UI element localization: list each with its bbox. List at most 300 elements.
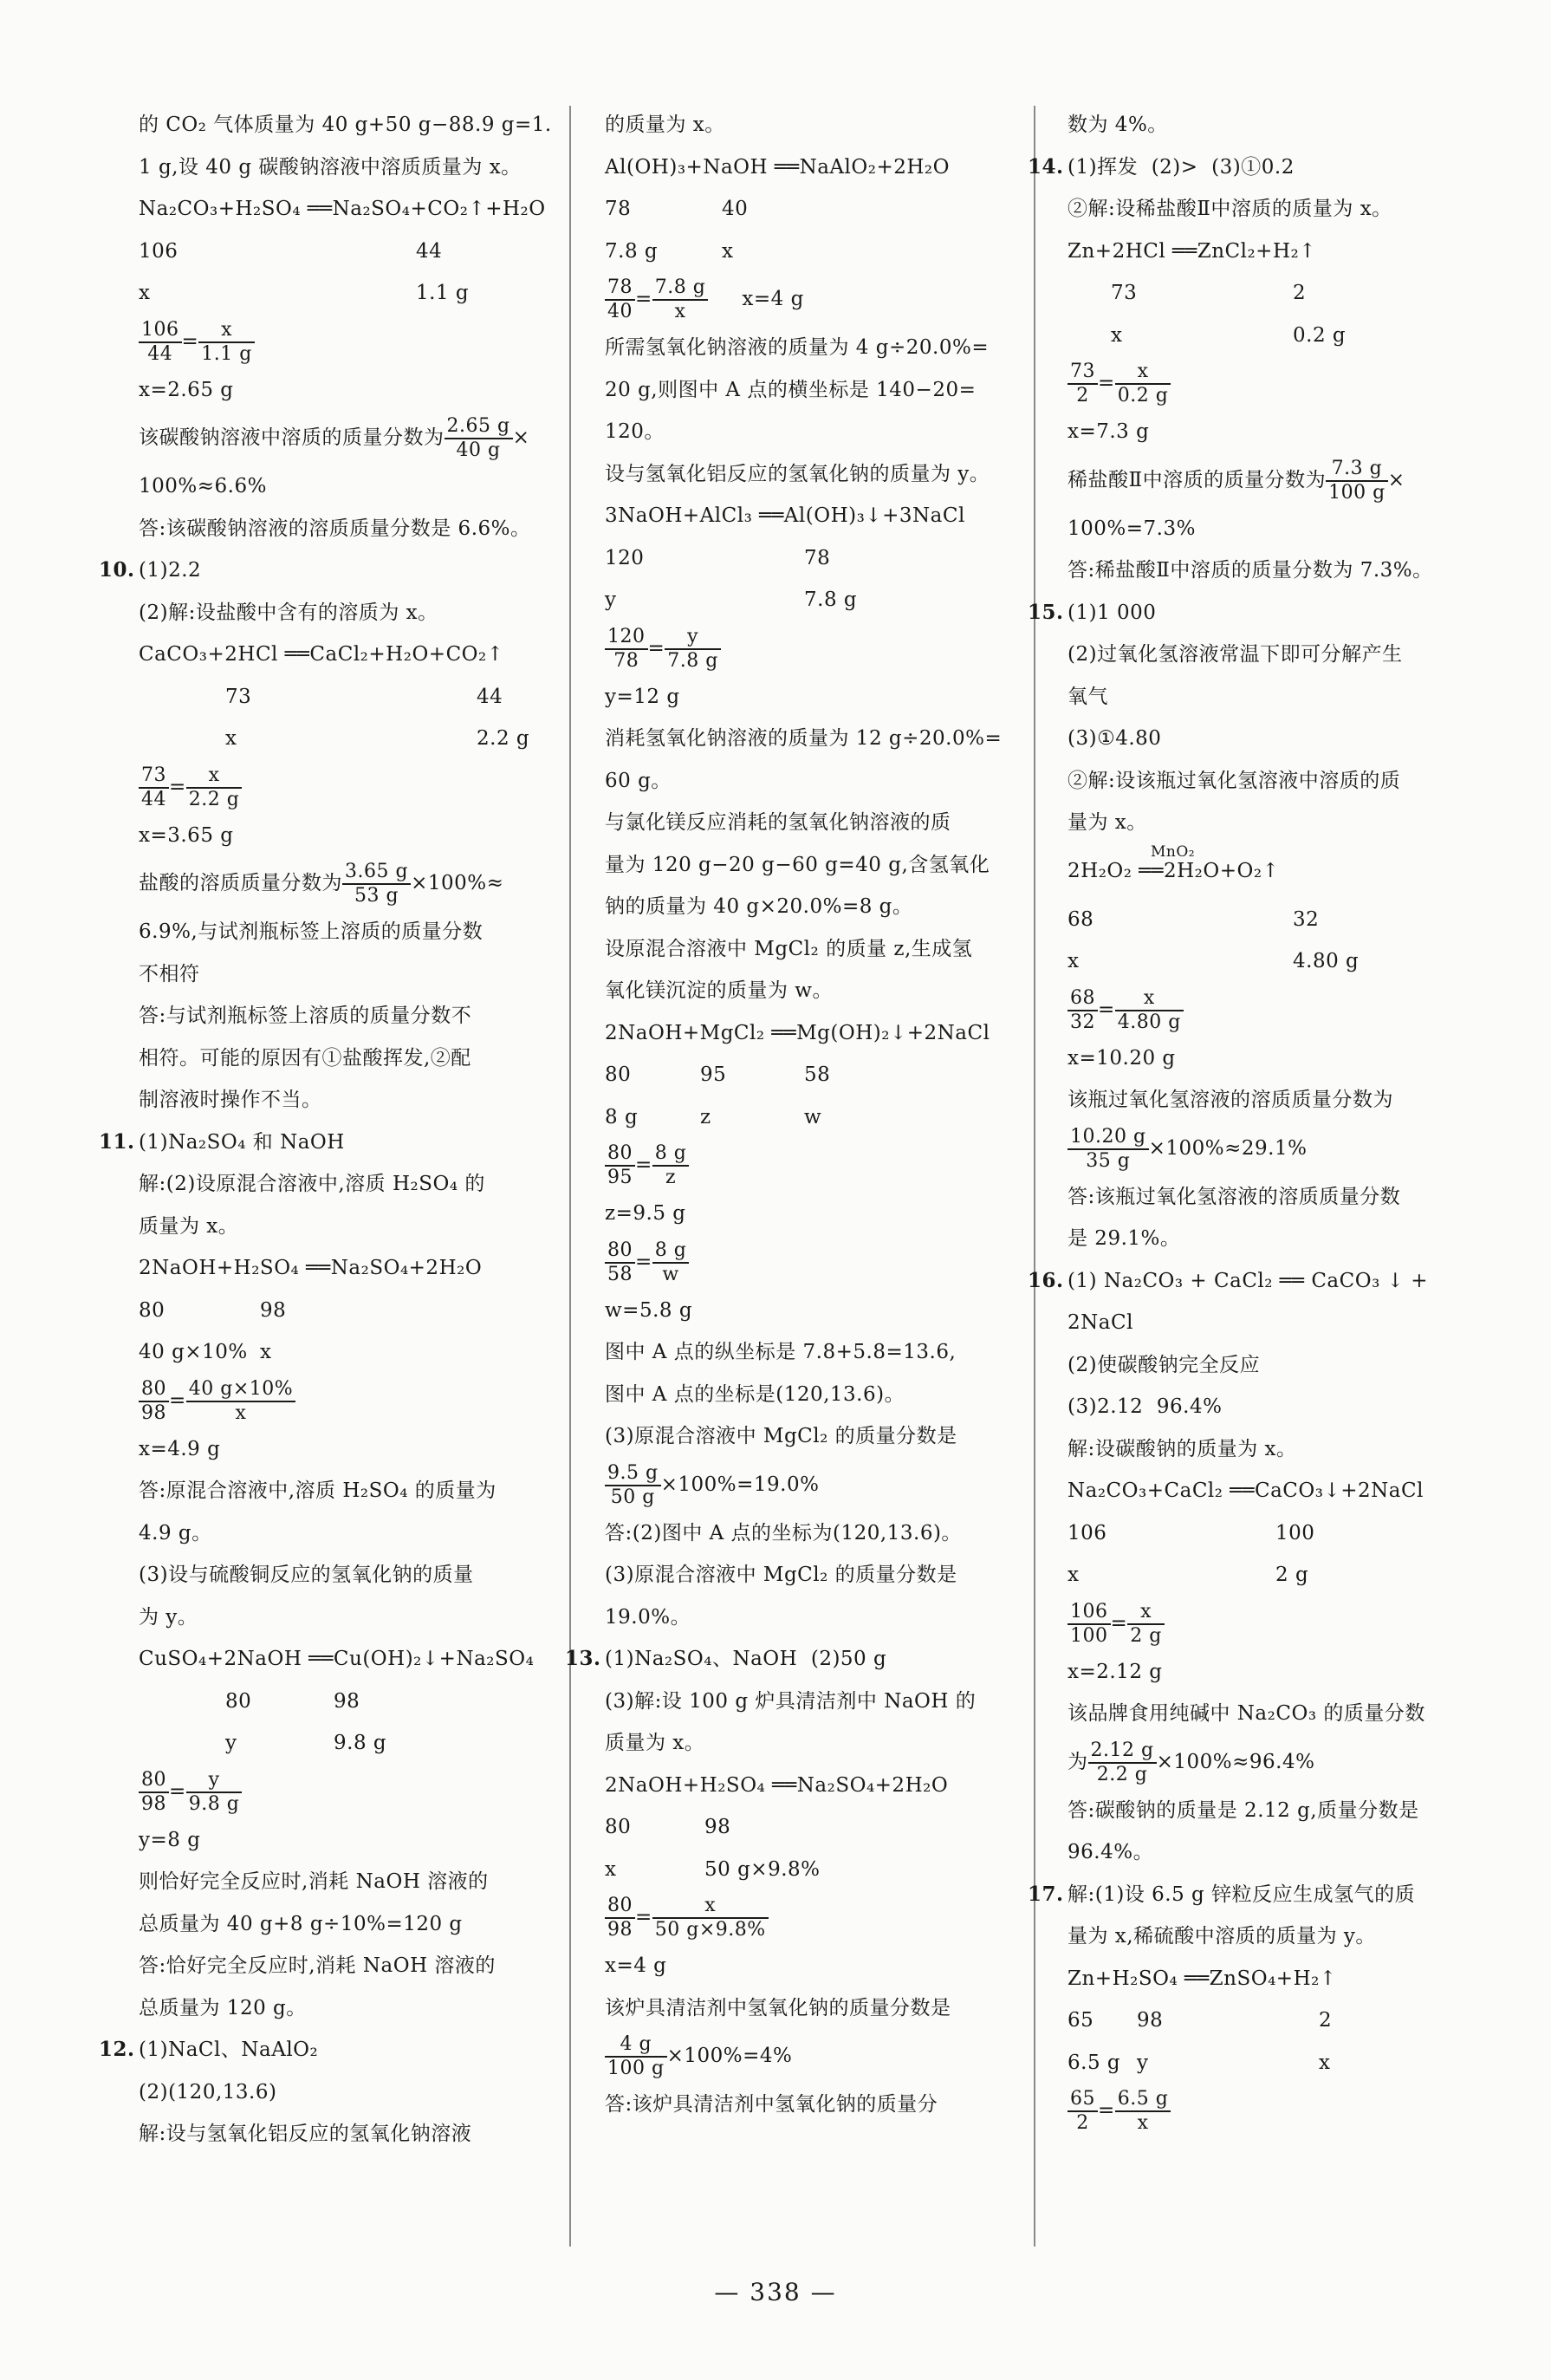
equation-values-line bbox=[139, 272, 563, 315]
fraction bbox=[139, 1378, 169, 1425]
equation-values-line bbox=[605, 188, 1022, 231]
equation-value: x bbox=[1111, 323, 1123, 347]
text-line bbox=[139, 2071, 563, 2114]
line-text: × bbox=[1387, 468, 1405, 491]
fraction bbox=[342, 861, 411, 907]
line-text: 制溶液时操作不当。 bbox=[139, 1089, 322, 1111]
equation-values-line bbox=[139, 1331, 563, 1374]
fraction-line bbox=[1068, 1122, 1466, 1176]
text-line bbox=[1068, 1651, 1466, 1694]
equation-values-line bbox=[139, 1681, 563, 1723]
equation-values-line bbox=[605, 1096, 1022, 1139]
fraction bbox=[605, 1239, 635, 1286]
text-line bbox=[139, 508, 563, 550]
text-line bbox=[1068, 760, 1466, 803]
line-text: 答:(2)图中 A 点的坐标为(120,13.6)。 bbox=[605, 1521, 962, 1544]
line-text: 1 g,设 40 g 碳酸钠溶液中溶质质量为 x。 bbox=[139, 155, 522, 179]
line-text: (3)原混合溶液中 MgCl₂ 的质量分数是 bbox=[605, 1425, 957, 1447]
equals-sign: = bbox=[1098, 372, 1115, 394]
equation-value: 0.2 g bbox=[1293, 323, 1347, 347]
line-text: 答:该瓶过氧化氢溶液的溶质质量分数 bbox=[1068, 1185, 1401, 1208]
line-text: y=12 g bbox=[605, 685, 680, 708]
equation-value: 2 bbox=[1293, 282, 1307, 304]
equation-value: 78 bbox=[605, 198, 632, 220]
problem-number: 14. bbox=[1028, 154, 1064, 179]
fraction-denominator: 95 bbox=[607, 1167, 633, 1188]
text-line bbox=[1068, 549, 1466, 592]
line-text: (1)挥发 (2)> (3)①0.2 bbox=[1068, 155, 1295, 179]
line-text: (2)过氧化氢溶液常温下即可分解产生 bbox=[1068, 643, 1403, 666]
equation-values-line bbox=[605, 1054, 1022, 1096]
text-line bbox=[139, 104, 563, 146]
equation-value: 100 bbox=[1275, 1521, 1315, 1544]
text-line bbox=[139, 1987, 563, 2030]
fraction bbox=[605, 1895, 635, 1941]
line-text: 100%=7.3% bbox=[1068, 517, 1196, 540]
fraction-denominator: 7.8 g bbox=[667, 649, 718, 672]
fraction-numerator: 6.5 g bbox=[1115, 2088, 1171, 2112]
text-line bbox=[605, 1681, 1022, 1723]
fraction-denominator: x bbox=[235, 1401, 247, 1424]
line-text: x=7.3 g bbox=[1068, 420, 1150, 443]
line-text: 为 y。 bbox=[139, 1605, 198, 1629]
line-text: 不相符 bbox=[139, 962, 200, 985]
equation-values-line bbox=[139, 718, 563, 760]
fraction-denominator: w bbox=[662, 1263, 679, 1285]
line-text: (3)设与硫酸铜反应的氢氧化钠的质量 bbox=[139, 1564, 474, 1586]
line-text: (1)Na₂SO₄ 和 NaOH bbox=[139, 1130, 345, 1154]
fraction-numerator: x bbox=[186, 764, 243, 789]
line-text: 6.9%,与试剂瓶标签上溶质的质量分数 bbox=[139, 920, 483, 943]
fraction-numerator: 80 bbox=[139, 1378, 169, 1402]
column-divider bbox=[1034, 106, 1035, 2247]
fraction bbox=[605, 1142, 635, 1189]
text-line bbox=[605, 1290, 1022, 1332]
fraction-denominator: 100 bbox=[1070, 1624, 1108, 1647]
fraction bbox=[1068, 1601, 1111, 1648]
equation-values-line bbox=[1068, 940, 1466, 983]
equation-value: y bbox=[605, 588, 617, 611]
text-line bbox=[605, 146, 1022, 189]
equation-value: 80 bbox=[605, 1063, 632, 1086]
text-line bbox=[139, 1037, 563, 1080]
fraction bbox=[605, 2033, 667, 2080]
text-line bbox=[139, 634, 563, 676]
text-line bbox=[139, 465, 563, 508]
fraction-line bbox=[139, 856, 563, 911]
equation-values-line bbox=[1068, 1512, 1466, 1555]
text-line bbox=[1068, 1302, 1466, 1344]
equation-values-line bbox=[139, 676, 563, 719]
text-line bbox=[99, 549, 563, 592]
text-line bbox=[1028, 1874, 1466, 1916]
line-text: 60 g。 bbox=[605, 769, 672, 792]
text-line bbox=[1068, 1790, 1466, 1832]
line-text: x=2.12 g bbox=[1068, 1660, 1163, 1683]
line-text: 设原混合溶液中 MgCl₂ 的质量 z,生成氢 bbox=[605, 937, 973, 960]
text-line bbox=[605, 760, 1022, 803]
equation-value: y bbox=[1137, 2051, 1149, 2074]
line-text: 与氯化镁反应消耗的氢氧化钠溶液的质 bbox=[605, 811, 951, 834]
fraction bbox=[445, 415, 513, 462]
fraction-numerator: 65 bbox=[1068, 2088, 1098, 2112]
text-line bbox=[1068, 1386, 1466, 1428]
page-number: — 338 — bbox=[714, 2278, 837, 2306]
fraction-denominator: 50 g bbox=[610, 1486, 655, 1508]
equation-value: 40 bbox=[722, 198, 749, 220]
text-line bbox=[139, 1512, 563, 1555]
problem-number: 12. bbox=[99, 2038, 135, 2061]
fraction-line bbox=[605, 1235, 1022, 1290]
text-line bbox=[139, 911, 563, 953]
fraction bbox=[605, 626, 648, 673]
text-line bbox=[139, 146, 563, 189]
text-line bbox=[1068, 1176, 1466, 1219]
fraction-denominator: 78 bbox=[613, 649, 639, 672]
equation-values-line bbox=[139, 231, 563, 273]
text-line bbox=[139, 953, 563, 996]
fraction-denominator: 98 bbox=[607, 1919, 633, 1941]
text-line bbox=[99, 1122, 563, 1164]
line-text: x=4.9 g bbox=[139, 1437, 221, 1460]
fraction-line bbox=[605, 621, 1022, 676]
fraction bbox=[1068, 361, 1098, 407]
equation-value: 44 bbox=[477, 685, 503, 708]
equation-value: 4.80 g bbox=[1293, 950, 1360, 972]
equation-value: 50 g×9.8% bbox=[704, 1857, 821, 1881]
equation-values-line bbox=[1068, 1554, 1466, 1596]
line-text: (3)原混合溶液中 MgCl₂ 的质量分数是 bbox=[605, 1564, 957, 1586]
equation-value: 98 bbox=[704, 1816, 731, 1838]
fraction-numerator: 7.8 g bbox=[652, 276, 709, 301]
equals-sign: = bbox=[647, 636, 665, 660]
text-line bbox=[139, 995, 563, 1037]
line-text: (2)解:设盐酸中含有的溶质为 x。 bbox=[139, 601, 438, 624]
fraction-denominator: 100 g bbox=[1328, 481, 1386, 504]
column-left bbox=[99, 104, 563, 2156]
line-text: 4.9 g。 bbox=[139, 1521, 212, 1544]
line-text: y=8 g bbox=[139, 1828, 201, 1851]
line-text: ×100%≈96.4% bbox=[1156, 1750, 1315, 1773]
fraction-numerator: 68 bbox=[1068, 987, 1098, 1011]
fraction bbox=[1068, 987, 1098, 1034]
equation-value: 8 g bbox=[605, 1105, 639, 1128]
line-text: (3)①4.80 bbox=[1068, 727, 1162, 750]
equation-value: 78 bbox=[804, 546, 831, 569]
equation-value: 32 bbox=[1293, 907, 1320, 931]
line-text: 解:(2)设原混合溶液中,溶质 H₂SO₄ 的 bbox=[139, 1173, 485, 1195]
equals-sign: = bbox=[181, 329, 199, 353]
line-text: 答:恰好完全反应时,消耗 NaOH 溶液的 bbox=[139, 1954, 496, 1977]
text-line bbox=[1068, 1428, 1466, 1471]
line-text: (1)2.2 bbox=[139, 559, 202, 582]
equation-value: 80 bbox=[139, 1298, 165, 1322]
equation-values-line bbox=[605, 1849, 1022, 1891]
text-line bbox=[605, 886, 1022, 928]
line-text: Al(OH)₃+NaOH ══NaAlO₂+2H₂O bbox=[605, 155, 950, 179]
equals-sign: = bbox=[1110, 1611, 1128, 1635]
fraction bbox=[186, 1378, 295, 1425]
text-line bbox=[605, 1193, 1022, 1235]
line-text: (3)解:设 100 g 炉具清洁剂中 NaOH 的 bbox=[605, 1689, 977, 1713]
fraction-line bbox=[139, 411, 563, 465]
fraction bbox=[605, 1462, 661, 1509]
text-line bbox=[139, 1638, 563, 1681]
problem-number: 13. bbox=[565, 1647, 601, 1670]
equation-value: 98 bbox=[334, 1689, 360, 1713]
fraction-line bbox=[605, 272, 1022, 327]
line-text: ×100%≈ bbox=[411, 872, 504, 894]
equation-value: x bbox=[1319, 2051, 1331, 2074]
line-text: 盐酸的溶质质量分数为 bbox=[139, 872, 342, 894]
fraction bbox=[652, 1142, 690, 1189]
fraction-numerator: 80 bbox=[139, 1769, 169, 1793]
equation-values-line bbox=[1068, 899, 1466, 941]
line-text: 数为 4%。 bbox=[1068, 114, 1168, 136]
equation-value: x bbox=[260, 1341, 272, 1363]
fraction-numerator: 80 bbox=[605, 1895, 635, 1919]
line-text: 总质量为 40 g+8 g÷10%=120 g bbox=[139, 1912, 463, 1935]
equation-value: x bbox=[1068, 950, 1080, 972]
text-line bbox=[605, 453, 1022, 496]
equation-value: x bbox=[605, 1857, 617, 1881]
fraction-numerator: 73 bbox=[1068, 361, 1098, 385]
fraction-numerator: 78 bbox=[605, 276, 635, 301]
line-text: w=5.8 g bbox=[605, 1298, 693, 1322]
fraction-denominator: 44 bbox=[147, 342, 173, 365]
equation-value: 40 g×10% bbox=[139, 1341, 248, 1363]
equation-value: 95 bbox=[700, 1063, 727, 1086]
fraction-numerator: x bbox=[1115, 987, 1184, 1011]
fraction-numerator: 106 bbox=[139, 319, 182, 343]
text-line bbox=[1068, 1344, 1466, 1387]
equation-value: 73 bbox=[225, 685, 252, 708]
text-line bbox=[565, 1638, 1022, 1681]
fraction-denominator: 2.2 g bbox=[188, 788, 240, 810]
equation-value: 2.2 g bbox=[477, 727, 530, 750]
line-text: 相符。可能的原因有①盐酸挥发,②配 bbox=[139, 1046, 471, 1070]
equation-value: 106 bbox=[139, 239, 178, 263]
line-text: x=3.65 g bbox=[139, 823, 234, 847]
line-text: 解:(1)设 6.5 g 锌粒反应生成氢气的质 bbox=[1068, 1883, 1416, 1906]
text-line bbox=[1068, 1693, 1466, 1735]
fraction bbox=[139, 319, 182, 366]
line-text: (1) Na₂CO₃ + CaCl₂ ══ CaCO₃ ↓ + bbox=[1068, 1269, 1428, 1292]
text-line bbox=[605, 495, 1022, 537]
line-text: ×100%≈29.1% bbox=[1148, 1136, 1308, 1160]
text-line bbox=[605, 1722, 1022, 1765]
text-line bbox=[139, 592, 563, 634]
line-text: 量为 x。 bbox=[1068, 811, 1147, 834]
line-text: 该碳酸钠溶液中溶质的质量分数为 bbox=[139, 426, 445, 449]
fraction-denominator: 4.80 g bbox=[1117, 1011, 1181, 1033]
text-line bbox=[1068, 676, 1466, 719]
text-line bbox=[139, 1945, 563, 1987]
column-divider bbox=[569, 106, 571, 2247]
text-line bbox=[139, 1428, 563, 1471]
fraction-denominator: 98 bbox=[141, 1792, 166, 1815]
fraction bbox=[1068, 1126, 1149, 1173]
line-text: × bbox=[512, 426, 530, 449]
equation-value: 2 bbox=[1319, 2009, 1333, 2032]
equation-value: 80 bbox=[225, 1689, 252, 1713]
fraction bbox=[1088, 1739, 1157, 1786]
line-text: 该瓶过氧化氢溶液的溶质质量分数为 bbox=[1068, 1089, 1393, 1111]
line-text: 质量为 x。 bbox=[139, 1214, 239, 1238]
line-text: 解:设碳酸钠的质量为 x。 bbox=[1068, 1437, 1297, 1460]
fraction-numerator: 8 g bbox=[652, 1239, 690, 1264]
text-line bbox=[1068, 718, 1466, 760]
fraction bbox=[139, 1769, 169, 1816]
fraction-numerator: x bbox=[652, 1895, 769, 1919]
fraction-denominator: x bbox=[1137, 2112, 1149, 2134]
text-line bbox=[139, 815, 563, 857]
fraction-numerator: 80 bbox=[605, 1239, 635, 1264]
line-text: ②解:设该瓶过氧化氢溶液中溶质的质 bbox=[1068, 769, 1401, 792]
fraction-denominator: 2 bbox=[1076, 2112, 1089, 2134]
text-line bbox=[1068, 508, 1466, 550]
fraction-denominator: 100 g bbox=[607, 2058, 665, 2079]
fraction bbox=[665, 626, 721, 673]
fraction-denominator: 35 g bbox=[1086, 1149, 1131, 1172]
text-line bbox=[139, 1596, 563, 1639]
equals-sign: = bbox=[635, 1154, 652, 1176]
equation-values-line bbox=[139, 1722, 563, 1765]
text-line bbox=[139, 188, 563, 231]
fraction-numerator: x bbox=[198, 319, 255, 343]
fraction-denominator: 40 bbox=[607, 301, 633, 322]
text-line bbox=[1068, 1470, 1466, 1512]
text-line bbox=[139, 1079, 563, 1122]
line-text: Zn+2HCl ══ZnCl₂+H₂↑ bbox=[1068, 239, 1317, 263]
equals-sign: = bbox=[1098, 998, 1115, 1021]
fraction-line bbox=[605, 2029, 1022, 2084]
fraction bbox=[652, 1895, 769, 1941]
line-text: 总质量为 120 g。 bbox=[139, 1996, 307, 2019]
equation-value: 65 bbox=[1068, 2009, 1094, 2032]
line-text: CaCO₃+2HCl ══CaCl₂+H₂O+CO₂↑ bbox=[139, 643, 504, 666]
equation-values-line bbox=[139, 1290, 563, 1332]
line-text: 2NaOH+H₂SO₄ ══Na₂SO₄+2H₂O bbox=[605, 1773, 949, 1797]
line-text: 所需氢氧化钠溶液的质量为 4 g÷20.0%= bbox=[605, 336, 990, 359]
equation-value: w bbox=[804, 1105, 822, 1128]
text-line bbox=[1028, 1260, 1466, 1303]
text-line bbox=[605, 1765, 1022, 1807]
line-text: 答:与试剂瓶标签上溶质的质量分数不 bbox=[139, 1005, 472, 1027]
fraction-denominator: 0.2 g bbox=[1117, 385, 1169, 406]
equation-value: x bbox=[225, 727, 237, 750]
equation-value: 80 bbox=[605, 1816, 632, 1838]
text-line bbox=[99, 2029, 563, 2071]
problem-number: 10. bbox=[99, 558, 135, 582]
line-text: (2)(120,13.6) bbox=[139, 2080, 277, 2104]
text-line bbox=[139, 1819, 563, 1862]
text-line bbox=[1068, 1831, 1466, 1874]
text-line bbox=[605, 844, 1022, 887]
fraction-line bbox=[1068, 2084, 1466, 2138]
equation-value: x bbox=[139, 282, 151, 304]
text-line bbox=[139, 1206, 563, 1248]
text-line bbox=[1068, 1958, 1466, 2000]
line-text: (1)NaCl、NaAlO₂ bbox=[139, 2039, 319, 2061]
equation-value: 7.8 g bbox=[804, 588, 858, 611]
equation-value: 9.8 g bbox=[334, 1732, 387, 1754]
text-line bbox=[1028, 592, 1466, 634]
line-text: 19.0%。 bbox=[605, 1605, 691, 1629]
text-line bbox=[1068, 104, 1466, 146]
line-text: CuSO₄+2NaOH ══Cu(OH)₂↓+Na₂SO₄ bbox=[139, 1648, 535, 1670]
fraction-numerator: x bbox=[1127, 1601, 1165, 1625]
fraction-line bbox=[605, 1890, 1022, 1945]
text-line bbox=[605, 104, 1022, 146]
text-line bbox=[605, 802, 1022, 844]
fraction bbox=[1068, 2088, 1098, 2135]
equals-sign: = bbox=[635, 1250, 652, 1273]
chemical-equation: 2H₂O₂ ══2H₂O+O₂↑ bbox=[1068, 859, 1280, 882]
text-line bbox=[605, 369, 1022, 412]
fraction-line bbox=[139, 315, 563, 369]
fraction bbox=[186, 1769, 243, 1816]
line-text: 量为 120 g−20 g−60 g=40 g,含氢氧化 bbox=[605, 853, 990, 876]
text-line bbox=[605, 1554, 1022, 1596]
line-text: 2NaOH+MgCl₂ ══Mg(OH)₂↓+2NaCl bbox=[605, 1021, 990, 1044]
line-text: 120。 bbox=[605, 420, 665, 443]
text-line bbox=[1068, 231, 1466, 273]
text-line bbox=[1068, 188, 1466, 231]
fraction-line bbox=[1068, 453, 1466, 508]
text-line bbox=[605, 970, 1022, 1012]
text-line bbox=[1028, 146, 1466, 189]
problem-number: 11. bbox=[99, 1129, 135, 1154]
text-line bbox=[139, 369, 563, 412]
equation-value: 98 bbox=[1137, 2009, 1164, 2032]
line-text: ×100%=4% bbox=[666, 2045, 793, 2067]
fraction bbox=[652, 276, 709, 323]
equation-value: 68 bbox=[1068, 907, 1094, 931]
line-text: (1)Na₂SO₄、NaOH (2)50 g bbox=[605, 1648, 887, 1670]
line-text: 答:原混合溶液中,溶质 H₂SO₄ 的质量为 bbox=[139, 1479, 496, 1502]
line-text: 的 CO₂ 气体质量为 40 g+50 g−88.9 g=1. bbox=[139, 114, 552, 136]
equation-value: 98 bbox=[260, 1298, 287, 1322]
equation-value: 58 bbox=[804, 1063, 831, 1086]
fraction-numerator: 7.3 g bbox=[1326, 458, 1388, 482]
line-text: x=4 g bbox=[605, 1954, 667, 1977]
line-text: 质量为 x。 bbox=[605, 1732, 705, 1754]
fraction-numerator: 9.5 g bbox=[605, 1462, 661, 1486]
fraction bbox=[198, 319, 255, 366]
fraction bbox=[1115, 361, 1171, 407]
fraction-denominator: 40 g bbox=[456, 439, 501, 461]
text-line bbox=[605, 1331, 1022, 1374]
text-line bbox=[1068, 844, 1466, 899]
equation-values-line bbox=[605, 579, 1022, 621]
text-line bbox=[139, 1470, 563, 1512]
fraction bbox=[1115, 2088, 1171, 2135]
equals-sign: = bbox=[169, 1779, 186, 1803]
fraction-denominator: x bbox=[674, 301, 686, 322]
equals-sign: = bbox=[169, 775, 186, 798]
equation-values-line bbox=[605, 231, 1022, 273]
fraction-numerator: 2.12 g bbox=[1088, 1739, 1157, 1764]
fraction-numerator: x bbox=[1115, 361, 1171, 385]
line-text: Na₂CO₃+H₂SO₄ ══Na₂SO₄+CO₂↑+H₂O bbox=[139, 198, 546, 220]
fraction-line bbox=[1068, 1596, 1466, 1651]
equation-values-line bbox=[1068, 2000, 1466, 2042]
line-text: (3)2.12 96.4% bbox=[1068, 1395, 1223, 1418]
text-line bbox=[139, 1861, 563, 1903]
problem-number: 15. bbox=[1028, 600, 1064, 624]
fraction-numerator: y bbox=[665, 626, 721, 650]
